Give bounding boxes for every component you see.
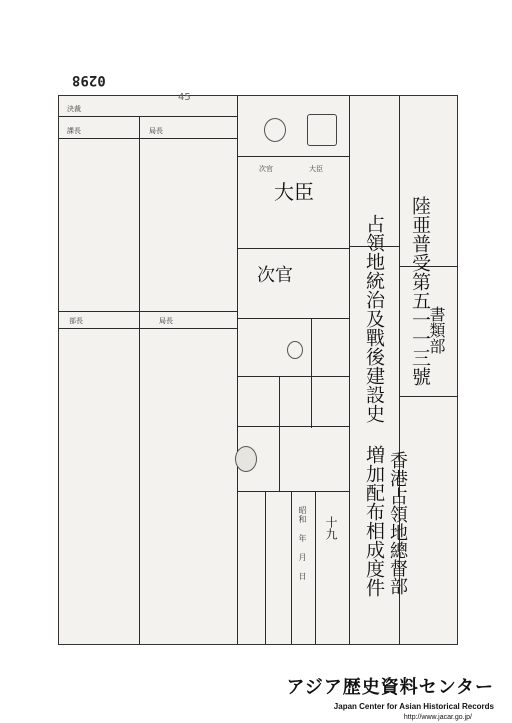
column-divider: [237, 96, 238, 644]
column-divider: [311, 318, 312, 428]
round-stamp: [264, 118, 286, 142]
row-divider: [237, 376, 349, 377]
date-label: 昭和 年 月 日: [298, 506, 307, 581]
handwritten-mark-2: 次官: [257, 265, 293, 286]
decision-label: 決裁: [67, 105, 81, 113]
chief-label: 課長: [67, 127, 81, 135]
footer-subtitle: Japan Center for Asian Historical Records: [333, 702, 494, 711]
minister-label: 大臣: [309, 165, 323, 173]
row-divider: [237, 318, 349, 319]
row-divider: [59, 311, 237, 312]
footer-title: アジア歴史資料センター: [286, 677, 494, 698]
subject-line: 占領地統治及戰後建設史 増加配布相成度件: [363, 214, 385, 597]
column-divider: [315, 491, 316, 644]
row-divider: [59, 138, 237, 139]
column-divider: [139, 116, 140, 316]
column-divider: [265, 491, 266, 644]
row-divider: [59, 328, 237, 329]
column-divider: [291, 491, 292, 644]
column-divider: [349, 96, 350, 644]
footer-url[interactable]: http://www.jacar.go.jp/: [403, 714, 472, 721]
year-value: 十九: [324, 516, 338, 540]
bureau-label-2: 局長: [159, 317, 173, 325]
row-divider: [399, 396, 457, 397]
ref-number: 陸亜普受第五一一三號: [409, 196, 431, 386]
sender: 香港占領地總督部: [387, 451, 408, 595]
vice-label: 次官: [259, 165, 273, 173]
pencil-mark: 45: [178, 92, 191, 103]
row-divider: [237, 491, 349, 492]
row-divider: [237, 248, 349, 249]
handwritten-mark: 大臣: [274, 180, 314, 204]
column-divider: [279, 376, 280, 491]
row-divider: [237, 426, 349, 427]
category: 書類部: [427, 306, 446, 354]
section-label: 部長: [69, 317, 83, 325]
column-divider: [139, 311, 140, 644]
round-stamp: [287, 341, 303, 359]
doc-number: 0298: [72, 72, 106, 88]
seal-stamp: [307, 114, 337, 146]
bureau-label: 局長: [149, 127, 163, 135]
row-divider: [237, 156, 349, 157]
round-stamp: [235, 446, 257, 472]
document-sheet: [58, 95, 458, 645]
row-divider: [59, 116, 237, 117]
